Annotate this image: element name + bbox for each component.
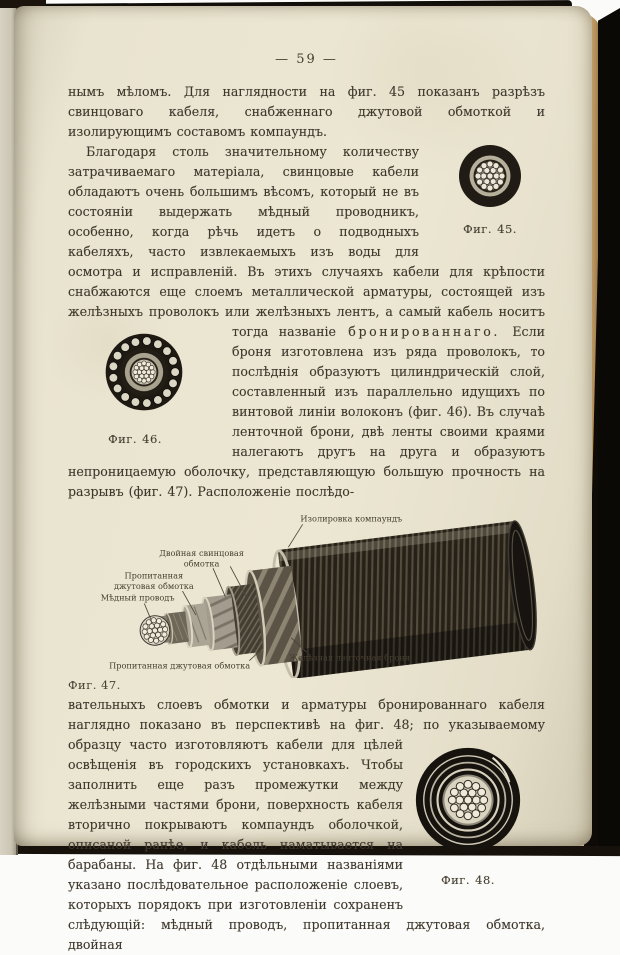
figure-47-caption: Фиг. 47. (68, 678, 121, 692)
figure-45-caption: Фиг. 45. (463, 222, 517, 236)
cable-cross-section-fig45 (454, 144, 526, 210)
figure-48-caption: Фиг. 48. (441, 873, 495, 887)
label-iron-tape-armor: Желѣзная ленточная броня (288, 652, 410, 663)
armored-cable-perspective-fig47 (68, 508, 545, 678)
paragraph-2 (68, 142, 545, 502)
paragraph-2-emphasized-word: бронированнаго. (348, 324, 501, 339)
leader-lead-1 (213, 568, 225, 597)
figure-46 (80, 328, 172, 449)
label-soaked-jute-line1: Пропитанная (124, 570, 184, 581)
label-copper-wire: Мѣдный проводъ (100, 592, 175, 603)
paragraph-1-text: нымъ мѣломъ. Для наглядности на фиг. 45 показанъ разрѣзъ свинцоваго кабеля, снабженнаго джутовой обмоткой и изолирующимъ составомъ компаундъ. (68, 84, 545, 139)
paragraph-3-text-b: часто изготовляютъ кабели для цѣлей освѣщенія въ городскихъ установкахъ. Чтобы заполнить еще разъ промежутки между желѣзными частями брони, поверхность кабеля вторично покрываютъ компаундъ оболочкой, описаной ранѣе, и кабель наматывается на барабаны. На фиг. 48 отдѣльными названіями указано послѣдовательное расположеніе слоевъ, которыхъ порядокъ при изготовленіи сохраненъ слѣдующій: мѣдный проводъ, пропитанная джутовая обмотка, двойная (68, 737, 545, 952)
finished-cable-cross-section-fig48 (409, 743, 527, 861)
paragraph-1 (68, 82, 545, 142)
figure-45 (429, 144, 533, 239)
book-cover-right-edge (598, 8, 620, 855)
paragraph-3 (68, 695, 545, 955)
label-insulation-compound: Изолировка компаундъ (300, 513, 403, 524)
book-page (14, 6, 592, 952)
label-soaked-jute-line2: джутовая обмотка (113, 581, 194, 592)
paragraph-2-text-a: Благодаря столь значительному количеству затрачиваемаго матеріала, свинцовые кабели обладаютъ очень большимъ вѣсомъ, который не въ состояніи выдержать мѣдный проводникъ, особенно, когда рѣчь идетъ о подводныхъ кабеляхъ, часто извлекаемыхъ изъ воды для осмотра и исправленій. Въ этихъ случаяхъ кабели для крѣпости снабжаются еще слоемъ металлической арматуры, состоящей изъ желѣзныхъ проволокъ или желѣзныхъ лентъ, а самый кабель носитъ тогда названіе (68, 144, 545, 339)
armored-cable-cross-section-fig46 (98, 328, 190, 420)
paragraph-2-text-b: Если броня изготовлена изъ ряда проволокъ, то послѣднія образуютъ цилиндрическій слой, составленный изъ параллельно идущихъ по винтовой линіи волоконъ (фиг. 46). Въ случаѣ ленточной брони, двѣ ленты своими краями налегаютъ другъ на друга и образуютъ непроницаемую оболочку, представляющую большую прочность на разрывъ (фиг. 47). Расположеніе послѣдо- (68, 324, 545, 499)
figure-48 (409, 743, 527, 890)
page-number: — 59 — (275, 52, 338, 67)
leader-insulation (288, 524, 302, 547)
label-soaked-jute-bottom: Пропитанная джутовая обмотка (109, 660, 251, 671)
label-double-lead-wrap-line2: обмотка (183, 558, 220, 569)
figure-47 (68, 508, 545, 692)
paragraph-3-text-a: вательныхъ слоевъ обмотки и арматуры бронированнаго кабеля наглядно показано въ перспективѣ на фиг. 48; по указываемому образцу (68, 697, 545, 752)
figure-46-caption: Фиг. 46. (108, 432, 162, 446)
label-double-lead-wrap-line1: Двойная свинцовая (159, 547, 244, 558)
